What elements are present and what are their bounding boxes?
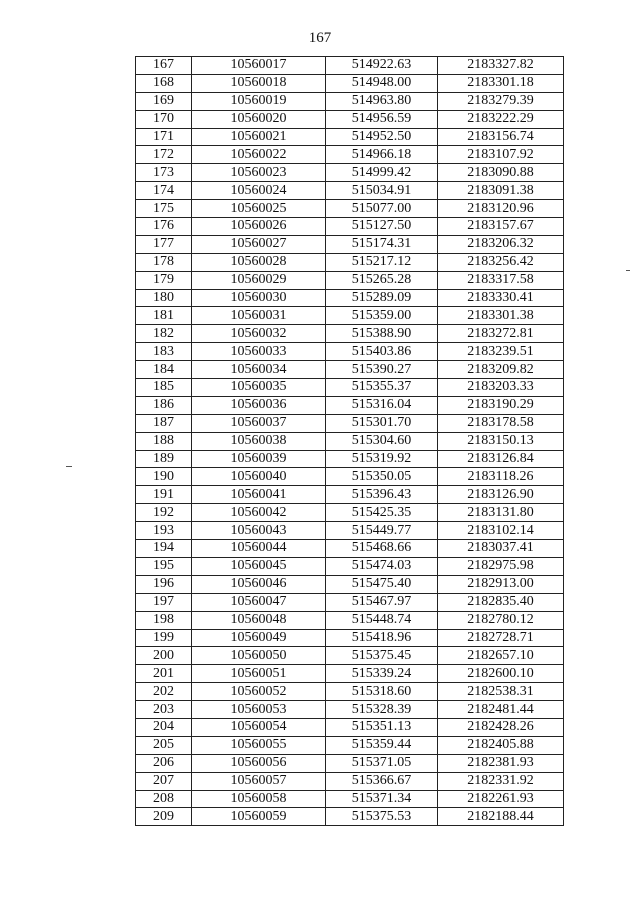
x-coordinate-cell: 515396.43 [326, 486, 438, 504]
point-id-cell: 10560043 [192, 522, 326, 540]
x-coordinate-cell: 515425.35 [326, 504, 438, 522]
point-id-cell: 10560055 [192, 736, 326, 754]
row-number-cell: 173 [136, 164, 192, 182]
y-coordinate-cell: 2183327.82 [438, 57, 564, 75]
table-row [136, 611, 564, 629]
point-id-cell: 10560034 [192, 361, 326, 379]
table-row [136, 235, 564, 253]
row-number-cell: 189 [136, 450, 192, 468]
row-number-cell: 192 [136, 504, 192, 522]
y-coordinate-cell: 2183118.26 [438, 468, 564, 486]
row-number-cell: 200 [136, 647, 192, 665]
y-coordinate-cell: 2182913.00 [438, 575, 564, 593]
x-coordinate-cell: 514966.18 [326, 146, 438, 164]
row-number-cell: 182 [136, 325, 192, 343]
x-coordinate-cell: 515371.34 [326, 790, 438, 808]
y-coordinate-cell: 2182975.98 [438, 557, 564, 575]
table-row [136, 379, 564, 397]
row-number-cell: 199 [136, 629, 192, 647]
table-row [136, 164, 564, 182]
x-coordinate-cell: 515318.60 [326, 683, 438, 701]
y-coordinate-cell: 2183091.38 [438, 182, 564, 200]
table-row [136, 271, 564, 289]
table-row [136, 289, 564, 307]
table-row [136, 718, 564, 736]
x-coordinate-cell: 515467.97 [326, 593, 438, 611]
point-id-cell: 10560032 [192, 325, 326, 343]
x-coordinate-cell: 515328.39 [326, 701, 438, 719]
x-coordinate-cell: 515077.00 [326, 200, 438, 218]
point-id-cell: 10560047 [192, 593, 326, 611]
x-coordinate-cell: 515217.12 [326, 253, 438, 271]
y-coordinate-cell: 2183222.29 [438, 110, 564, 128]
row-number-cell: 195 [136, 557, 192, 575]
table-row [136, 736, 564, 754]
row-number-cell: 194 [136, 540, 192, 558]
point-id-cell: 10560048 [192, 611, 326, 629]
table-row [136, 74, 564, 92]
point-id-cell: 10560042 [192, 504, 326, 522]
row-number-cell: 206 [136, 754, 192, 772]
point-id-cell: 10560035 [192, 379, 326, 397]
y-coordinate-cell: 2183120.96 [438, 200, 564, 218]
x-coordinate-cell: 515359.00 [326, 307, 438, 325]
x-coordinate-cell: 515339.24 [326, 665, 438, 683]
table-row [136, 522, 564, 540]
page-number: 167 [308, 30, 332, 46]
x-coordinate-cell: 515350.05 [326, 468, 438, 486]
x-coordinate-cell: 515355.37 [326, 379, 438, 397]
point-id-cell: 10560025 [192, 200, 326, 218]
x-coordinate-cell: 515301.70 [326, 414, 438, 432]
point-id-cell: 10560041 [192, 486, 326, 504]
row-number-cell: 188 [136, 432, 192, 450]
x-coordinate-cell: 515351.13 [326, 718, 438, 736]
x-coordinate-cell: 515034.91 [326, 182, 438, 200]
x-coordinate-cell: 515449.77 [326, 522, 438, 540]
y-coordinate-cell: 2183239.51 [438, 343, 564, 361]
point-id-cell: 10560021 [192, 128, 326, 146]
point-id-cell: 10560038 [192, 432, 326, 450]
x-coordinate-cell: 515359.44 [326, 736, 438, 754]
row-number-cell: 196 [136, 575, 192, 593]
y-coordinate-cell: 2183178.58 [438, 414, 564, 432]
y-coordinate-cell: 2183203.33 [438, 379, 564, 397]
y-coordinate-cell: 2182331.92 [438, 772, 564, 790]
row-number-cell: 181 [136, 307, 192, 325]
y-coordinate-cell: 2182261.93 [438, 790, 564, 808]
row-number-cell: 167 [136, 57, 192, 75]
y-coordinate-cell: 2183157.67 [438, 218, 564, 236]
y-coordinate-cell: 2182428.26 [438, 718, 564, 736]
point-id-cell: 10560057 [192, 772, 326, 790]
point-id-cell: 10560020 [192, 110, 326, 128]
x-coordinate-cell: 515319.92 [326, 450, 438, 468]
row-number-cell: 175 [136, 200, 192, 218]
point-id-cell: 10560059 [192, 808, 326, 826]
row-number-cell: 203 [136, 701, 192, 719]
point-id-cell: 10560028 [192, 253, 326, 271]
point-id-cell: 10560024 [192, 182, 326, 200]
table-row [136, 504, 564, 522]
y-coordinate-cell: 2182381.93 [438, 754, 564, 772]
point-id-cell: 10560045 [192, 557, 326, 575]
x-coordinate-cell: 514948.00 [326, 74, 438, 92]
point-id-cell: 10560046 [192, 575, 326, 593]
table-row [136, 772, 564, 790]
table-row [136, 396, 564, 414]
table-row [136, 146, 564, 164]
row-number-cell: 178 [136, 253, 192, 271]
row-number-cell: 177 [136, 235, 192, 253]
point-id-cell: 10560052 [192, 683, 326, 701]
row-number-cell: 207 [136, 772, 192, 790]
table-row [136, 325, 564, 343]
point-id-cell: 10560017 [192, 57, 326, 75]
table-row [136, 218, 564, 236]
point-id-cell: 10560029 [192, 271, 326, 289]
point-id-cell: 10560033 [192, 343, 326, 361]
row-number-cell: 170 [136, 110, 192, 128]
table-row [136, 57, 564, 75]
x-coordinate-cell: 515371.05 [326, 754, 438, 772]
table-row [136, 593, 564, 611]
x-coordinate-cell: 514922.63 [326, 57, 438, 75]
point-id-cell: 10560053 [192, 701, 326, 719]
row-number-cell: 204 [136, 718, 192, 736]
point-id-cell: 10560039 [192, 450, 326, 468]
table-row [136, 253, 564, 271]
row-number-cell: 171 [136, 128, 192, 146]
row-number-cell: 186 [136, 396, 192, 414]
y-coordinate-cell: 2183126.90 [438, 486, 564, 504]
point-id-cell: 10560019 [192, 92, 326, 110]
point-id-cell: 10560026 [192, 218, 326, 236]
row-number-cell: 198 [136, 611, 192, 629]
table-row [136, 540, 564, 558]
x-coordinate-cell: 515289.09 [326, 289, 438, 307]
x-coordinate-cell: 515474.03 [326, 557, 438, 575]
x-coordinate-cell: 515468.66 [326, 540, 438, 558]
x-coordinate-cell: 515448.74 [326, 611, 438, 629]
point-id-cell: 10560054 [192, 718, 326, 736]
y-coordinate-cell: 2182657.10 [438, 647, 564, 665]
point-id-cell: 10560056 [192, 754, 326, 772]
x-coordinate-cell: 514956.59 [326, 110, 438, 128]
x-coordinate-cell: 515316.04 [326, 396, 438, 414]
y-coordinate-cell: 2183330.41 [438, 289, 564, 307]
table-row [136, 432, 564, 450]
table-row [136, 665, 564, 683]
table-row [136, 468, 564, 486]
row-number-cell: 208 [136, 790, 192, 808]
x-coordinate-cell: 515403.86 [326, 343, 438, 361]
point-id-cell: 10560044 [192, 540, 326, 558]
y-coordinate-cell: 2182405.88 [438, 736, 564, 754]
x-coordinate-cell: 515127.50 [326, 218, 438, 236]
point-id-cell: 10560040 [192, 468, 326, 486]
row-number-cell: 201 [136, 665, 192, 683]
x-coordinate-cell: 515388.90 [326, 325, 438, 343]
point-id-cell: 10560031 [192, 307, 326, 325]
y-coordinate-cell: 2183037.41 [438, 540, 564, 558]
x-coordinate-cell: 515475.40 [326, 575, 438, 593]
table-row [136, 683, 564, 701]
x-coordinate-cell: 515265.28 [326, 271, 438, 289]
margin-mark-right [626, 270, 630, 271]
table-row [136, 361, 564, 379]
table-row [136, 414, 564, 432]
point-id-cell: 10560018 [192, 74, 326, 92]
x-coordinate-cell: 514952.50 [326, 128, 438, 146]
row-number-cell: 174 [136, 182, 192, 200]
point-id-cell: 10560037 [192, 414, 326, 432]
x-coordinate-cell: 515366.67 [326, 772, 438, 790]
point-id-cell: 10560050 [192, 647, 326, 665]
table-row [136, 557, 564, 575]
point-id-cell: 10560049 [192, 629, 326, 647]
point-id-cell: 10560022 [192, 146, 326, 164]
point-id-cell: 10560051 [192, 665, 326, 683]
table-row [136, 128, 564, 146]
y-coordinate-cell: 2182188.44 [438, 808, 564, 826]
row-number-cell: 183 [136, 343, 192, 361]
coordinates-table [135, 56, 564, 826]
row-number-cell: 209 [136, 808, 192, 826]
row-number-cell: 197 [136, 593, 192, 611]
table-row [136, 307, 564, 325]
y-coordinate-cell: 2183256.42 [438, 253, 564, 271]
y-coordinate-cell: 2183317.58 [438, 271, 564, 289]
row-number-cell: 180 [136, 289, 192, 307]
y-coordinate-cell: 2182481.44 [438, 701, 564, 719]
table-body [136, 57, 564, 826]
row-number-cell: 176 [136, 218, 192, 236]
row-number-cell: 184 [136, 361, 192, 379]
row-number-cell: 172 [136, 146, 192, 164]
y-coordinate-cell: 2183090.88 [438, 164, 564, 182]
table-row [136, 701, 564, 719]
table-row [136, 450, 564, 468]
x-coordinate-cell: 515174.31 [326, 235, 438, 253]
table-row [136, 486, 564, 504]
x-coordinate-cell: 515390.27 [326, 361, 438, 379]
table-row [136, 182, 564, 200]
table-row [136, 647, 564, 665]
x-coordinate-cell: 514999.42 [326, 164, 438, 182]
point-id-cell: 10560058 [192, 790, 326, 808]
table-row [136, 754, 564, 772]
y-coordinate-cell: 2183301.38 [438, 307, 564, 325]
y-coordinate-cell: 2182728.71 [438, 629, 564, 647]
x-coordinate-cell: 515304.60 [326, 432, 438, 450]
table-row [136, 790, 564, 808]
row-number-cell: 168 [136, 74, 192, 92]
table-row [136, 343, 564, 361]
x-coordinate-cell: 515375.53 [326, 808, 438, 826]
y-coordinate-cell: 2182538.31 [438, 683, 564, 701]
margin-mark-left [66, 466, 72, 467]
x-coordinate-cell: 515375.45 [326, 647, 438, 665]
row-number-cell: 202 [136, 683, 192, 701]
table-row [136, 575, 564, 593]
y-coordinate-cell: 2183206.32 [438, 235, 564, 253]
x-coordinate-cell: 514963.80 [326, 92, 438, 110]
y-coordinate-cell: 2183107.92 [438, 146, 564, 164]
row-number-cell: 193 [136, 522, 192, 540]
y-coordinate-cell: 2183126.84 [438, 450, 564, 468]
point-id-cell: 10560023 [192, 164, 326, 182]
point-id-cell: 10560030 [192, 289, 326, 307]
y-coordinate-cell: 2183301.18 [438, 74, 564, 92]
y-coordinate-cell: 2183150.13 [438, 432, 564, 450]
y-coordinate-cell: 2183131.80 [438, 504, 564, 522]
table-row [136, 92, 564, 110]
x-coordinate-cell: 515418.96 [326, 629, 438, 647]
y-coordinate-cell: 2183102.14 [438, 522, 564, 540]
y-coordinate-cell: 2183156.74 [438, 128, 564, 146]
y-coordinate-cell: 2183279.39 [438, 92, 564, 110]
y-coordinate-cell: 2182600.10 [438, 665, 564, 683]
y-coordinate-cell: 2182835.40 [438, 593, 564, 611]
row-number-cell: 187 [136, 414, 192, 432]
row-number-cell: 185 [136, 379, 192, 397]
table-row [136, 808, 564, 826]
table-row [136, 200, 564, 218]
row-number-cell: 179 [136, 271, 192, 289]
row-number-cell: 191 [136, 486, 192, 504]
table-row [136, 629, 564, 647]
y-coordinate-cell: 2182780.12 [438, 611, 564, 629]
point-id-cell: 10560027 [192, 235, 326, 253]
y-coordinate-cell: 2183190.29 [438, 396, 564, 414]
y-coordinate-cell: 2183272.81 [438, 325, 564, 343]
row-number-cell: 190 [136, 468, 192, 486]
table-row [136, 110, 564, 128]
row-number-cell: 169 [136, 92, 192, 110]
y-coordinate-cell: 2183209.82 [438, 361, 564, 379]
point-id-cell: 10560036 [192, 396, 326, 414]
row-number-cell: 205 [136, 736, 192, 754]
